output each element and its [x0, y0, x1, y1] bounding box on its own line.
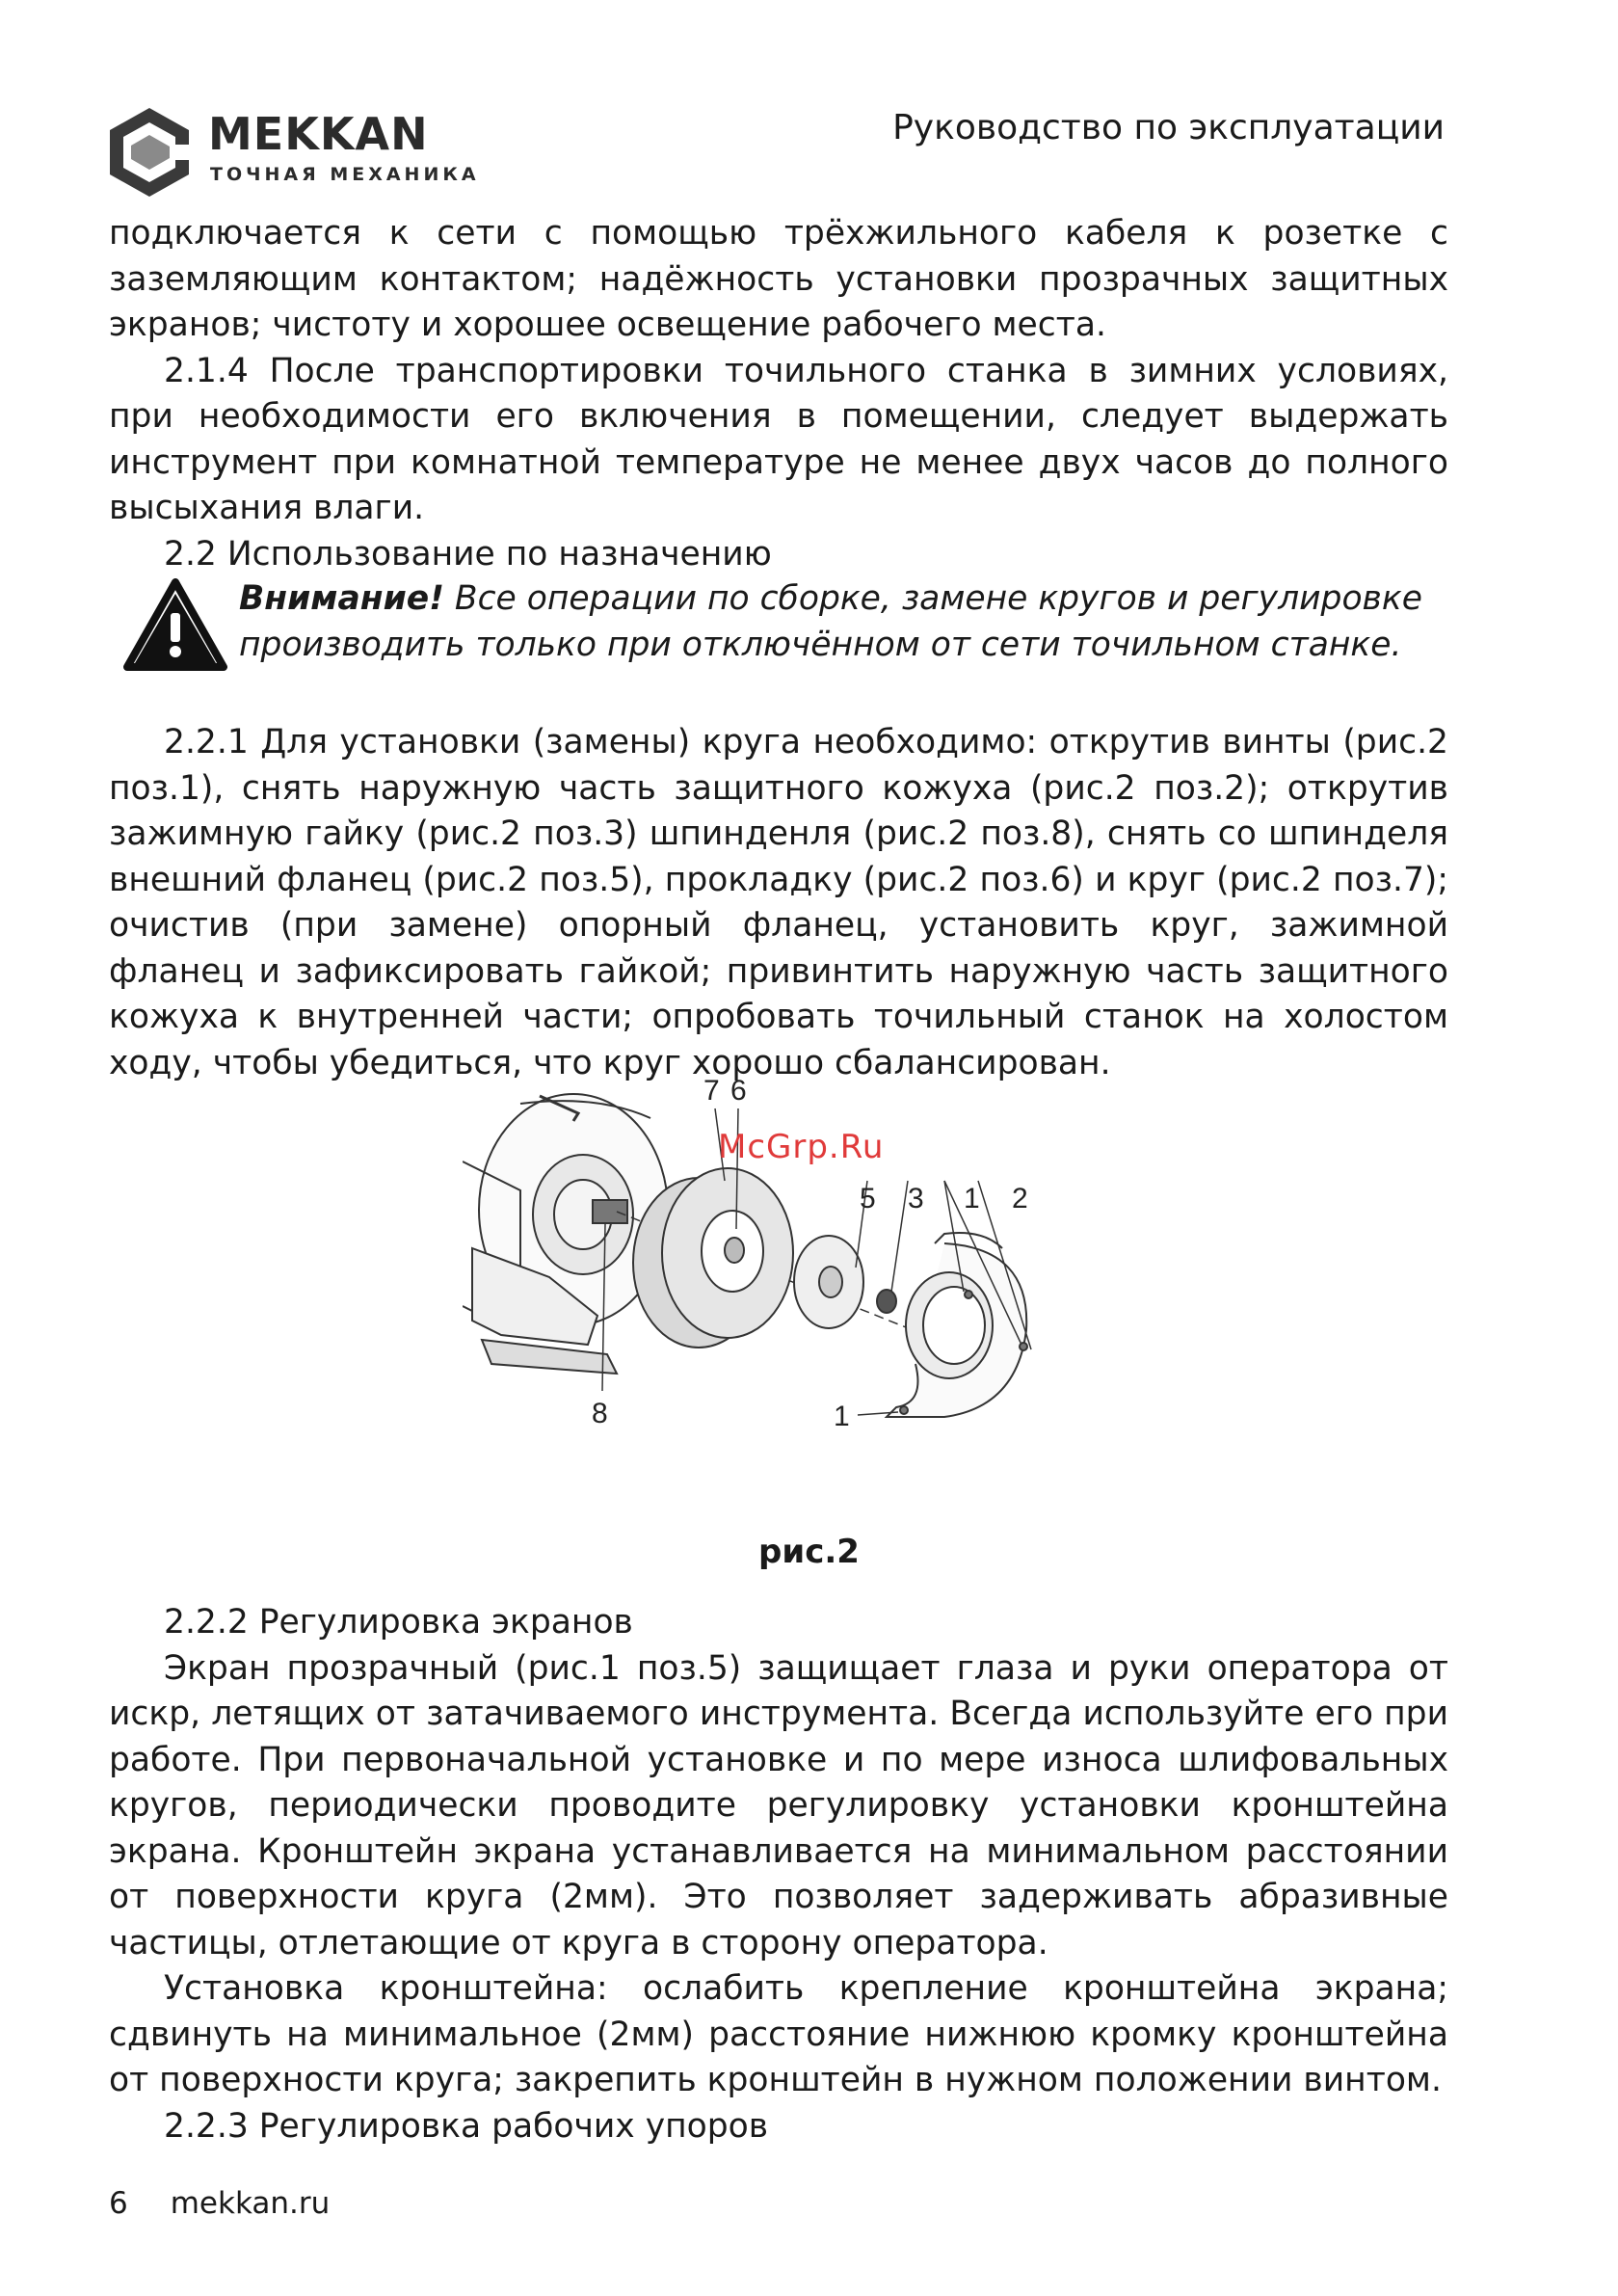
figure-label-1-bottom: 1	[834, 1401, 850, 1432]
watermark-text: McGrp.Ru	[718, 1128, 885, 1166]
paragraph: 2.1.4 После транспортировки точильного станка в зимних условиях, при необходимости его включения в помещении, следует выдержать инструмент при комнатной температуре не менее двух часов до полного высыхания влаги.	[109, 351, 1448, 527]
figure-label-3: 3	[908, 1183, 924, 1215]
document-title: Руководство по эксплуатации	[892, 108, 1445, 147]
paragraph: Экран прозрачный (рис.1 поз.5) защищает глаза и руки оператора от искр, летящих от затачиваемого инструмента. Всегда используйте его при работе. При первоначальной установке и по мере износа шлифовальных кругов, периодически проводите регулировку установки кронштейна экрана. Кронштейн экрана устанавливается на минимальном расстоянии от поверхности круга (2мм). Это позволяет задерживать абразивные частицы, отлетающие от круга в сторону оператора.	[109, 1648, 1448, 1962]
text-block-middle	[109, 720, 1448, 1086]
warning-body: Все операции по сборке, замене кругов и регулировке производить только при отключённом от сети точильном станке.	[239, 579, 1422, 664]
figure-label-1: 1	[964, 1183, 980, 1215]
figure-label-7: 7	[703, 1075, 720, 1107]
warning-text	[239, 576, 1453, 668]
paragraph: 2.2.1 Для установки (замены) круга необходимо: открутив винты (рис.2 поз.1), снять наружную часть защитного кожуха (рис.2 поз.2); открутив зажимную гайку (рис.2 поз.3) шпинденля (рис.2 поз.8), снять со шпинделя внешний фланец (рис.2 поз.5), прокладку (рис.2 поз.6) и круг (рис.2 поз.7); очистив (при замене) опорный фланец, установить круг, зажимной фланец и зафиксировать гайкой; привинтить наружную часть защитного кожуха к внутренней части; опробовать точильный станок на холостом ходу, чтобы убедиться, что круг хорошо сбалансирован.	[109, 723, 1448, 1082]
warning-notice	[123, 576, 1453, 682]
warning-label: Внимание!	[239, 579, 444, 618]
paragraph: подключается к сети с помощью трёхжильного кабеля к розетке с заземляющим контактом; надёжность установки прозрачных защитных экранов; чистоту и хорошее освещение рабочего места.	[109, 214, 1448, 344]
section-heading: 2.2 Использование по назначению	[164, 534, 772, 574]
footer-site-link[interactable]: mekkan.ru	[170, 2186, 331, 2221]
logo-mark-icon	[108, 106, 191, 199]
figure-caption: рис.2	[758, 1533, 860, 1571]
text-block-top	[109, 211, 1448, 577]
page-number: 6	[109, 2186, 128, 2221]
figure-label-5: 5	[860, 1183, 876, 1215]
logo-subtitle: ТОЧНАЯ МЕХАНИКА	[210, 164, 480, 185]
company-logo	[108, 106, 480, 199]
figure-label-2: 2	[1012, 1183, 1028, 1215]
logo-wordmark: MEKKAN	[208, 108, 429, 160]
figure-label-8: 8	[592, 1398, 608, 1429]
section-heading: 2.2.2 Регулировка экранов	[164, 1603, 633, 1642]
figure-label-6: 6	[730, 1075, 747, 1107]
page-footer	[109, 2186, 330, 2221]
text-block-bottom	[109, 1600, 1448, 2149]
section-heading: 2.2.3 Регулировка рабочих упоров	[164, 2106, 769, 2146]
warning-triangle-icon	[123, 578, 227, 671]
paragraph: Установка кронштейна: ослабить крепление кронштейна экрана; сдвинуть на минимальное (2мм) расстояние нижнюю кромку кронштейна от поверхности круга; закрепить кронштейн в нужном положении винтом.	[109, 1969, 1448, 2099]
